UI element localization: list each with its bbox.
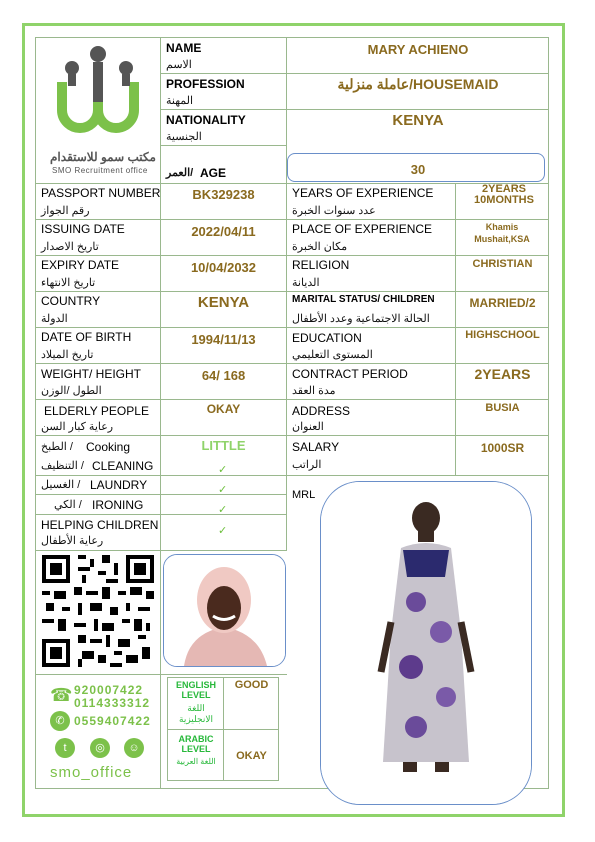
issuing-date-label: ISSUING DATE [41, 222, 125, 236]
salary-label: SALARY [292, 440, 340, 454]
expiry-date-label: EXPIRY DATE [41, 258, 120, 272]
expiry-date-value: 10/04/2032 [190, 260, 257, 275]
expiry-date-label-ar: تاريخ الانتهاء [41, 277, 96, 289]
children-check-icon: ✓ [218, 525, 228, 537]
elderly-label-ar: رعاية كبار السن [41, 421, 114, 433]
education-value: HIGHSCHOOL [465, 329, 540, 341]
profession-label-ar: المهنة [166, 95, 194, 107]
cooking-label: Cooking [86, 440, 131, 454]
country-label: COUNTRY [41, 294, 101, 308]
social-handle[interactable]: smo_office [50, 764, 133, 781]
passport-value: BK329238 [192, 187, 255, 202]
nationality-label: NATIONALITY [166, 113, 246, 127]
dob-label-ar: تاريخ الميلاد [41, 349, 94, 361]
instagram-icon[interactable]: ◎ [90, 738, 110, 758]
age-label-ar: العمر/ [166, 167, 194, 179]
logo [40, 40, 158, 182]
address-label: ADDRESS [292, 404, 351, 418]
name-label-ar: الاسم [166, 59, 192, 71]
country-value: KENYA [197, 294, 250, 311]
arabic-value: OKAY [236, 750, 267, 762]
address-value: BUSIA [485, 402, 520, 414]
issuing-date-label-ar: تاريخ الاصدار [41, 241, 99, 253]
phone1[interactable]: 920007422 [74, 683, 144, 697]
phone2[interactable]: 0114333312 [74, 696, 151, 710]
arabic-label: ARABIC LEVEL [178, 734, 214, 754]
portrait-photo [163, 554, 286, 667]
full-body-photo [320, 481, 532, 805]
twitter-icon[interactable]: t [55, 738, 75, 758]
arabic-label-ar: اللغة العربية [176, 757, 216, 766]
cleaning-check-icon: ✓ [218, 484, 228, 496]
ironing-label-ar: الكي / [54, 499, 82, 511]
religion-value: CHRISTIAN [472, 258, 533, 270]
place-experience-value: Khamis Mushait,KSA [474, 222, 530, 244]
logo-brand-ar: مكتب سمو للاستقدام [50, 150, 156, 164]
name-label: NAME [166, 41, 202, 55]
religion-label-ar: الديانة [292, 277, 320, 289]
nationality-value: KENYA [392, 112, 444, 129]
contract-label-ar: مدة العقد [292, 385, 336, 397]
children-label: HELPING CHILDREN [41, 518, 159, 532]
cooking-check-icon: ✓ [218, 464, 228, 476]
cleaning-label-ar: التنظيف / [41, 460, 84, 472]
snapchat-icon[interactable]: ☺ [124, 738, 144, 758]
laundry-label: LAUNDRY [90, 478, 148, 492]
weight-height-value: 64/ 168 [201, 368, 246, 383]
contract-label: CONTRACT PERIOD [292, 367, 408, 381]
cooking-label-ar: الطبخ / [41, 441, 73, 453]
years-experience-value: 2YEARS 10MONTHS [474, 183, 534, 206]
dob-label: DATE OF BIRTH [41, 330, 132, 344]
profession-label: PROFESSION [166, 77, 245, 91]
years-experience-label: YEARS OF EXPERIENCE [292, 186, 434, 200]
laundry-label-ar: الغسيل / [41, 479, 81, 491]
country-label-ar: الدولة [41, 313, 68, 325]
issuing-date-value: 2022/04/11 [191, 224, 256, 239]
marital-label: MARITAL STATUS/ CHILDREN [292, 294, 435, 305]
dob-value: 1994/11/13 [191, 332, 256, 347]
passport-label: PASSPORT NUMBER [41, 186, 161, 200]
qr-code-icon [42, 555, 154, 667]
place-experience-label: PLACE OF EXPERIENCE [292, 222, 433, 236]
phone-icon: ☎ [50, 685, 73, 705]
marital-label-ar: الحالة الاجتماعية وعدد الأطفال [292, 313, 430, 325]
whatsapp-icon: ✆ [50, 711, 70, 731]
children-label-ar: رعاية الأطفال [41, 535, 104, 547]
cooking-value: LITTLE [201, 438, 246, 453]
logo-mark-icon [40, 40, 158, 150]
laundry-check-icon: ✓ [218, 504, 228, 516]
education-label: EDUCATION [292, 331, 362, 345]
years-experience-label-ar: عدد سنوات الخبرة [292, 205, 376, 217]
logo-brand-en: SMO Recruitment office [52, 166, 148, 175]
name-value: MARY ACHIENO [367, 42, 469, 57]
education-label-ar: المستوى التعليمي [292, 349, 373, 361]
place-experience-label-ar: مكان الخبرة [292, 241, 348, 253]
address-label-ar: العنوان [292, 421, 324, 433]
nationality-label-ar: الجنسية [166, 131, 202, 143]
salary-value: 1000SR [480, 441, 525, 455]
cleaning-label: CLEANING [92, 459, 154, 473]
ironing-label: IRONING [92, 498, 144, 512]
salary-label-ar: الراتب [292, 459, 322, 471]
mrl-label: MRL [292, 489, 316, 501]
age-value: 30 [410, 162, 426, 177]
passport-label-ar: رقم الجواز [41, 205, 90, 217]
english-value: GOOD [234, 679, 269, 691]
profession-value: عاملة منزلية/HOUSEMAID [337, 76, 499, 92]
marital-value: MARRIED/2 [469, 296, 536, 310]
whatsapp-number[interactable]: 0559407422 [74, 714, 151, 728]
english-label: ENGLISH LEVEL [175, 680, 216, 700]
contract-value: 2YEARS [474, 366, 531, 382]
religion-label: RELIGION [292, 258, 350, 272]
english-label-ar: اللغة الانجليزية [179, 703, 213, 724]
elderly-label: ELDERLY PEOPLE [44, 404, 149, 418]
elderly-value: OKAY [206, 402, 241, 416]
weight-height-label-ar: الطول /الوزن [41, 385, 102, 397]
weight-height-label: WEIGHT/ HEIGHT [41, 367, 141, 381]
age-label: AGE [200, 166, 227, 180]
